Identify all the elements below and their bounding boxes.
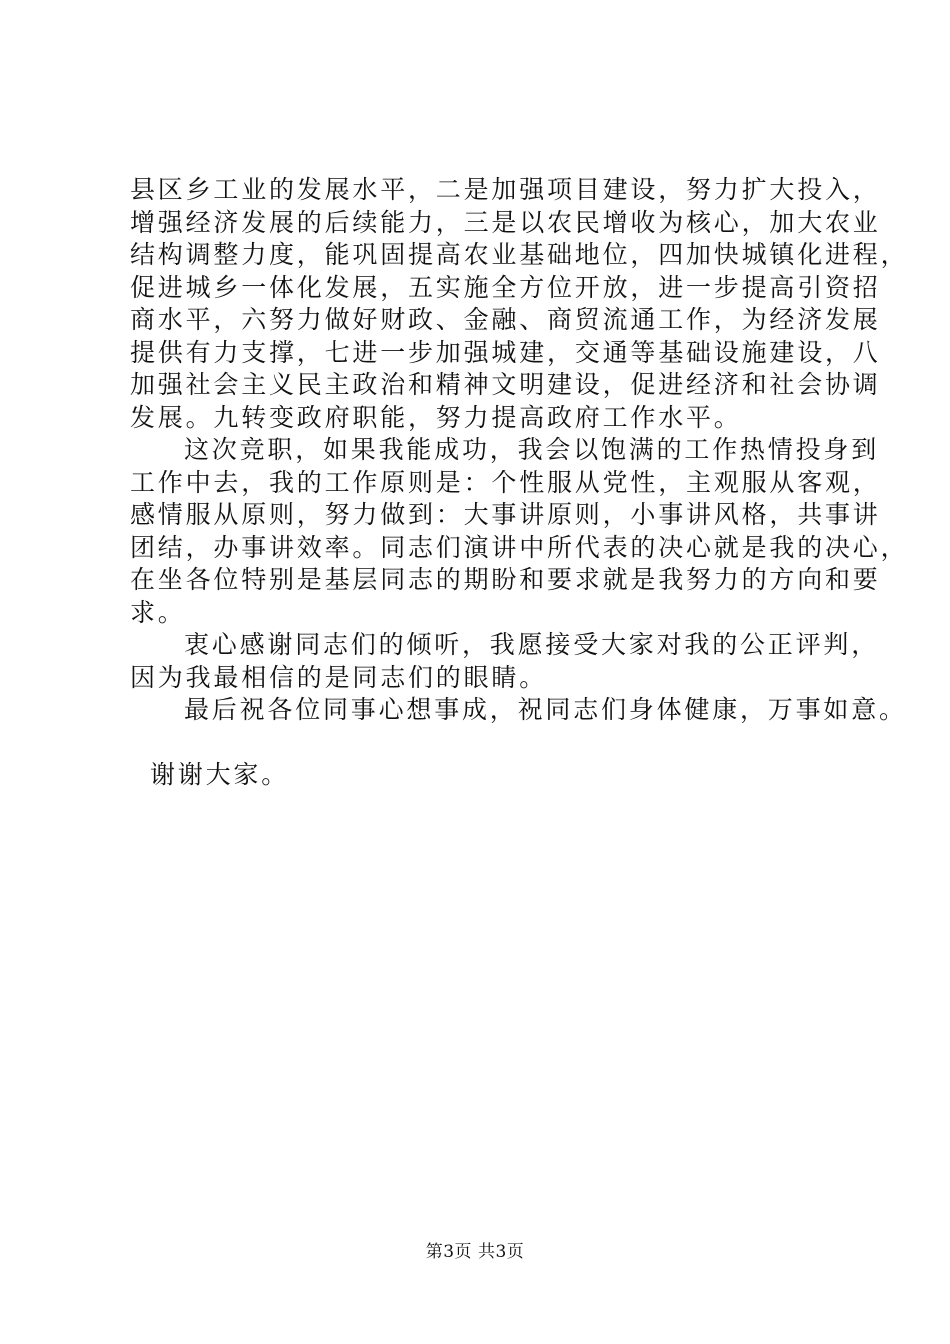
- text-line: 团结，办事讲效率。同志们演讲中所代表的决心就是我的决心，: [130, 532, 909, 562]
- closing-line: 谢谢大家。: [150, 760, 290, 789]
- text-line: 这次竞职，如果我能成功，我会以饱满的工作热情投身到: [184, 435, 880, 464]
- text-line: 在坐各位特别是基层同志的期盼和要求就是我努力的方向和要: [130, 565, 881, 594]
- text-line: 提供有力支撑，七进一步加强城建，交通等基础设施建设，八: [130, 337, 881, 367]
- text-line: 结构调整力度，能巩固提高农业基础地位，四加快城镇化进程，: [130, 240, 909, 269]
- document-body: [130, 174, 909, 792]
- text-line: 最后祝各位同事心想事成，祝同志们身体健康，万事如意。: [184, 695, 907, 724]
- text-line: 增强经济发展的后续能力，三是以农民增收为核心，加大农业: [130, 207, 881, 237]
- text-line: 因为我最相信的是同志们的眼睛。: [130, 662, 548, 692]
- text-line: 加强社会主义民主政治和精神文明建设，促进经济和社会协调: [130, 370, 881, 399]
- text-line: 工作中去，我的工作原则是：个性服从党性，主观服从客观，: [130, 467, 881, 497]
- text-line: 发展。九转变政府职能，努力提高政府工作水平。: [130, 402, 742, 432]
- text-line: 求。: [130, 597, 186, 627]
- text-line: 衷心感谢同志们的倾听，我愿接受大家对我的公正评判，: [184, 630, 880, 659]
- text-line: 促进城乡一体化发展，五实施全方位开放，进一步提高引资招: [130, 272, 881, 302]
- text-line: 感情服从原则，努力做到：大事讲原则，小事讲风格，共事讲: [130, 500, 881, 529]
- text-line: 商水平，六努力做好财政、金融、商贸流通工作，为经济发展: [130, 305, 881, 334]
- blank-line: [130, 727, 860, 760]
- text-line: 县区乡工业的发展水平，二是加强项目建设，努力扩大投入，: [130, 175, 881, 204]
- page-footer: 第3页 共3页: [425, 1242, 525, 1262]
